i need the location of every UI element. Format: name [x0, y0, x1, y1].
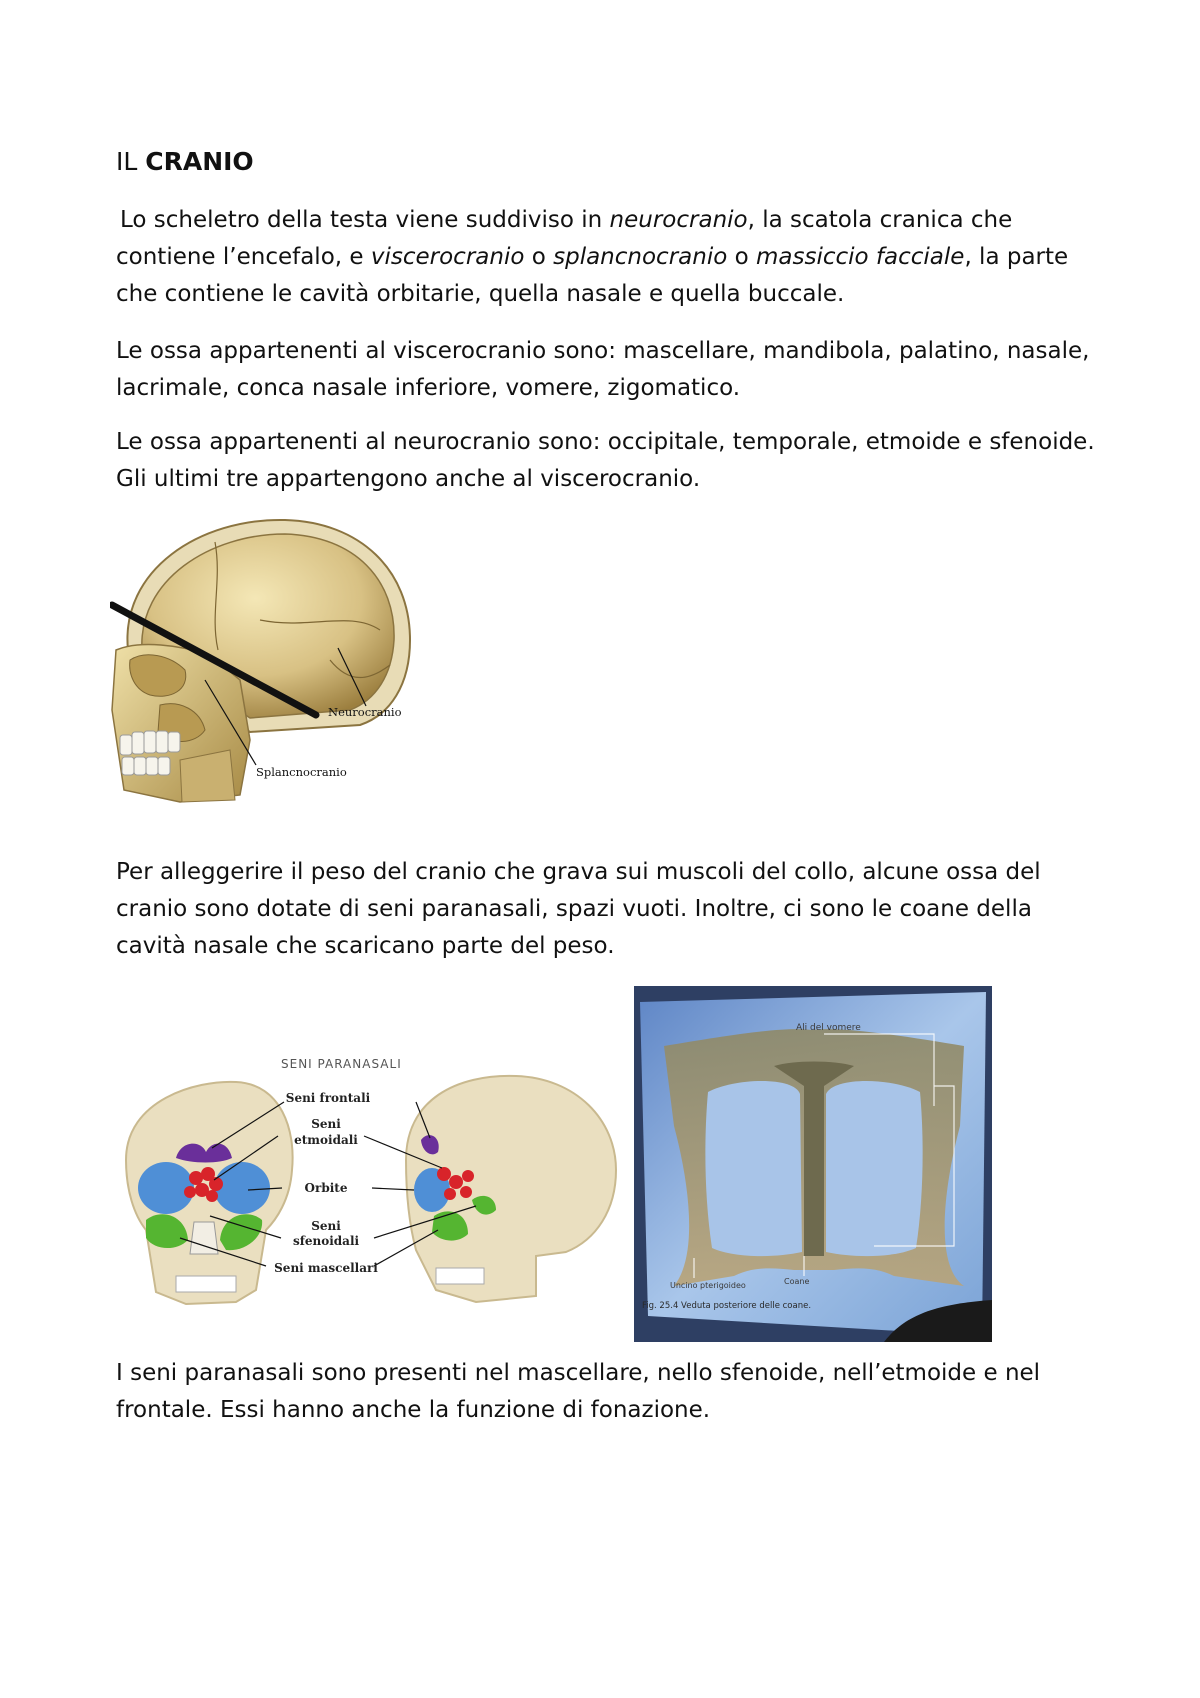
- sinuses-figure: [116, 1040, 626, 1340]
- sinuses-heading: SENI PARANASALI: [281, 1057, 402, 1071]
- choana-left: [705, 1081, 802, 1256]
- paragraph-viscerocranio: Le ossa appartenenti al viscerocranio sono: mascellare, mandibola, palatino, nasale, lacrimale, conca nasale inferiore, vomere, zigomatico.: [116, 338, 1090, 401]
- label-seni-etmoidali-1: Seni: [311, 1117, 341, 1131]
- orbit-right: [214, 1162, 270, 1214]
- label-seni-sfenoidali-1: Seni: [311, 1219, 341, 1233]
- paragraph-conclusion: I seni paranasali sono presenti nel mascellare, nello sfenoide, nell’etmoide e nel frontale. Essi hanno anche la funzione di fonazione.: [116, 1360, 1041, 1423]
- skull-section-figure: [110, 510, 440, 840]
- paragraph-neurocranio: Le ossa appartenenti al neurocranio sono: occipitale, temporale, etmoide e sfenoide. Gli ultimi tre appartengono anche al viscerocranio.: [116, 429, 1095, 492]
- label-uncino: Uncino pterigoideo: [670, 1281, 746, 1290]
- choana-right: [826, 1081, 923, 1256]
- label-splancnocranio: Splancnocranio: [256, 765, 347, 779]
- choanae-photo: [634, 986, 992, 1342]
- label-seni-etmoidali-2: etmoidali: [294, 1133, 358, 1147]
- page-title: IL CRANIO: [116, 147, 254, 176]
- paragraph-intro: Lo scheletro della testa viene suddiviso in neurocranio, la scatola cranica che contiene l’encefalo, e viscerocranio o splancnocranio o massiccio facciale, la parte che contiene le cavità orbitarie, quella nasale e quella buccale.: [116, 207, 1069, 307]
- label-seni-sfenoidali-2: sfenoidali: [292, 1234, 360, 1248]
- label-seni-mascellari: Seni mascellari: [274, 1261, 378, 1275]
- lateral-teeth: [436, 1268, 484, 1284]
- label-seni-frontali: Seni frontali: [285, 1091, 371, 1105]
- slide-caption: Fig. 25.4 Veduta posteriore delle coane.: [642, 1301, 812, 1311]
- label-ali-vomere: Ali del vomere: [796, 1023, 861, 1033]
- label-neurocranio: Neurocranio: [328, 705, 402, 719]
- label-orbite: Orbite: [304, 1181, 348, 1195]
- label-coane: Coane: [784, 1277, 810, 1286]
- paragraph-seni: Per alleggerire il peso del cranio che grava sui muscoli del collo, alcune ossa del cranio sono dotate di seni paranasali, spazi vuoti. Inoltre, ci sono le coane della cavità nasale che scaricano parte del peso.: [116, 859, 1041, 959]
- frontal-teeth: [176, 1276, 236, 1292]
